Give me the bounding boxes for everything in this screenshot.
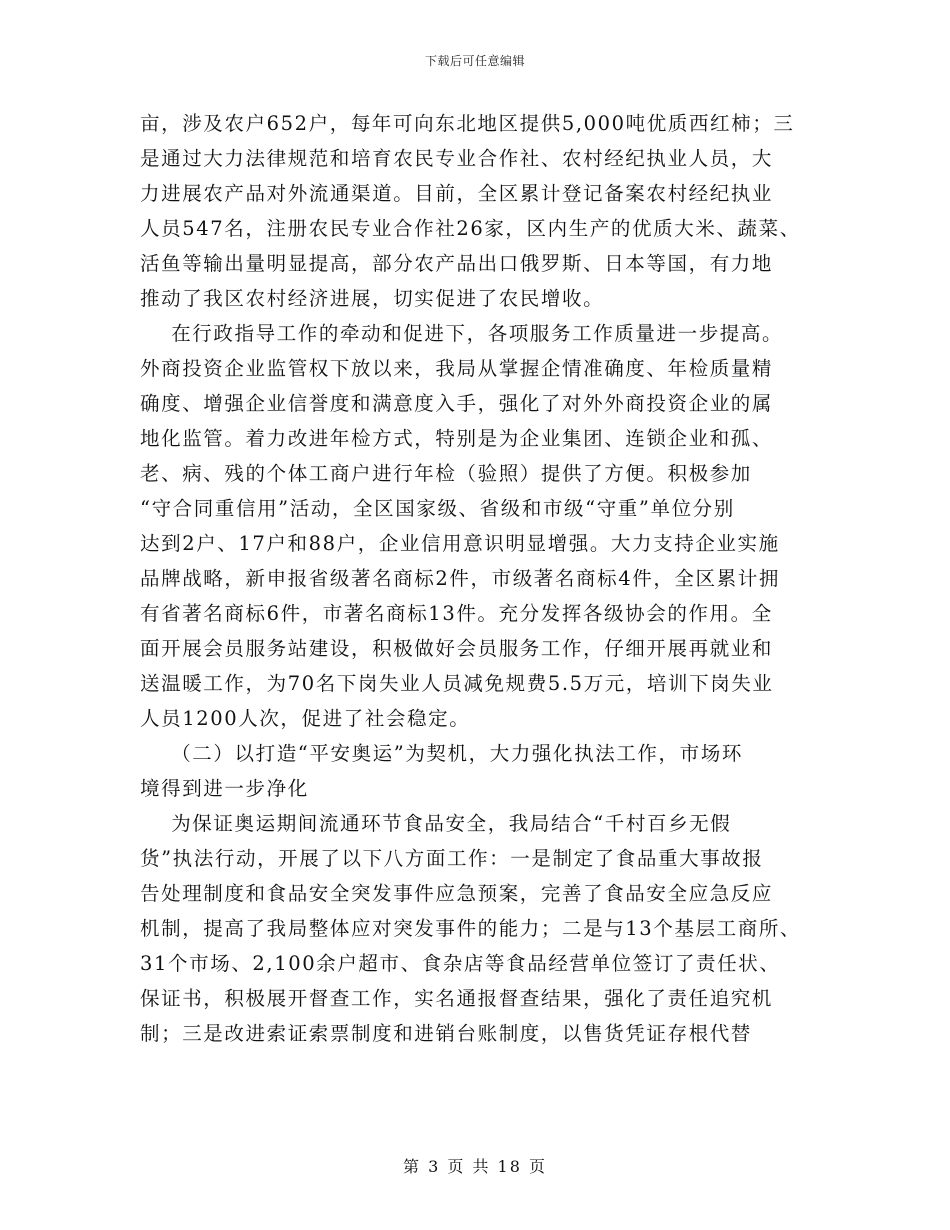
text-line: 确度、增强企业信誉度和满意度入手，强化了对外外商投资企业的属 <box>140 392 774 415</box>
text-line: 为保证奥运期间流通环节食品安全，我局结合“千村百乡无假 <box>140 812 732 835</box>
text-line: 活鱼等输出量明显提高，部分农产品出口俄罗斯、日本等国，有力地 <box>140 252 774 275</box>
text-line: 外商投资企业监管权下放以来，我局从掌握企情准确度、年检质量精 <box>140 357 774 380</box>
text-line: 人员1200人次，促进了社会稳定。 <box>140 707 471 730</box>
document-body <box>140 106 820 1051</box>
text-line: 告处理制度和食品安全突发事件应急预案，完善了食品安全应急反应 <box>140 882 774 905</box>
text-line: 机制，提高了我局整体应对突发事件的能力；二是与13个基层工商所、 <box>140 917 802 940</box>
text-line: 达到2户、17户和88户，企业信用意识明显增强。大力支持企业实施 <box>140 532 780 555</box>
text-line: 面开展会员服务站建设，积极做好会员服务工作，仔细开展再就业和 <box>140 637 774 660</box>
text-line: 保证书，积极展开督查工作，实名通报督查结果，强化了责任追究机 <box>140 987 774 1010</box>
text-line: “守合同重信用”活动，全区国家级、省级和市级“守重”单位分别 <box>140 497 735 520</box>
text-line: 地化监管。着力改进年检方式，特别是为企业集团、连锁企业和孤、 <box>140 427 774 450</box>
text-line: 力进展农产品对外流通渠道。目前，全区累计登记备案农村经纪执业 <box>140 182 774 205</box>
text-line: 送温暖工作，为70名下岗失业人员减免规费5.5万元，培训下岗失业 <box>140 672 774 695</box>
text-line: 亩，涉及农户652户，每年可向东北地区提供5,000吨优质西红柿；三 <box>140 112 795 135</box>
text-line: 推动了我区农村经济进展，切实促进了农民增收。 <box>140 287 605 310</box>
text-line: 品牌战略，新申报省级著名商标2件，市级著名商标4件，全区累计拥 <box>140 567 780 590</box>
text-line: 境得到进一步净化 <box>140 777 309 800</box>
text-line: 有省著名商标6件，市著名商标13件。充分发挥各级协会的作用。全 <box>140 602 773 625</box>
page-footer: 第 3 页 共 18 页 <box>403 1157 547 1176</box>
text-line: 制；三是改进索证索票制度和进销台账制度，以售货凭证存根代替 <box>140 1022 752 1045</box>
text-line: 老、病、残的个体工商户进行年检（验照）提供了方便。积极参加 <box>140 462 752 485</box>
text-line: 是通过大力法律规范和培育农民专业合作社、农村经纪执业人员，大 <box>140 147 774 170</box>
text-line: 人员547名，注册农民专业合作社26家，区内生产的优质大米、蔬菜、 <box>140 217 801 240</box>
text-line: 在行政指导工作的牵动和促进下，各项服务工作质量进一步提高。 <box>140 322 784 345</box>
text-line: 货”执法行动，开展了以下八方面工作：一是制定了食品重大事故报 <box>140 847 764 870</box>
text-line: 31个市场、2,100余户超市、食杂店等食品经营单位签订了责任状、 <box>140 952 781 975</box>
text-line: （二）以打造“平安奥运”为契机，大力强化执法工作，市场环 <box>140 742 743 765</box>
page-header: 下载后可任意编辑 <box>424 54 525 68</box>
